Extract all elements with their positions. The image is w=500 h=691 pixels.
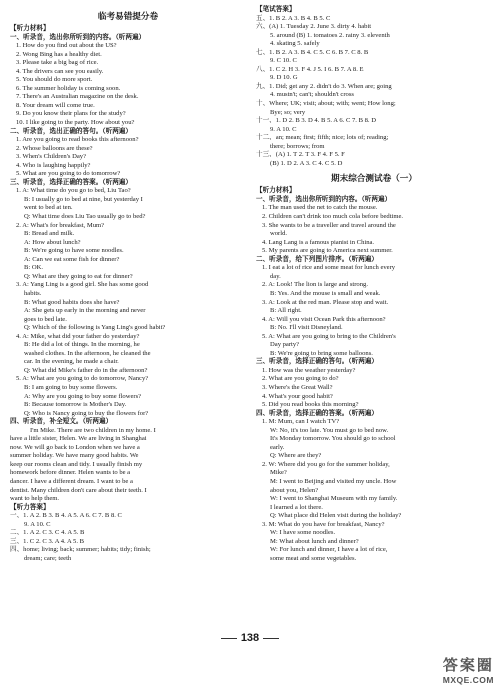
text-line: B: We're going to have some noodles. <box>24 247 124 255</box>
text-line: 一、1. A 2. B 3. B 4. A 5. A 6. C 7. B 8. C <box>10 512 122 520</box>
text-line: 3. When's Children's Day? <box>16 153 87 161</box>
text-line: 1. M: Mum, can I watch TV? <box>262 418 340 426</box>
text-line: 3. Where's the Great Wall? <box>262 383 333 391</box>
section-heading: 四、听录音，补全短文。（听两遍） <box>10 418 113 426</box>
text-line: summer holiday. We have many good habits. We <box>10 452 139 460</box>
section-title: 临考易错提分卷 <box>97 11 159 21</box>
text-line: B: I am going to buy some flowers. <box>24 383 118 391</box>
text-line: 七、1. B 2. A 3. B 4. C 5. C 6. B 7. C 8. B <box>256 48 369 56</box>
page-number: 138 <box>0 632 500 644</box>
watermark-logo <box>443 654 494 685</box>
text-line: 4. Lang Lang is a famous pianist in China. <box>262 238 375 246</box>
text-line: W: For lunch and dinner, I have a lot of rice, <box>270 546 388 554</box>
text-line: 4. The drivers can see you easily. <box>16 67 104 75</box>
text-line: Bye; so; very <box>270 108 306 116</box>
text-line: It's Monday tomorrow. You should go to school <box>270 435 396 443</box>
text-line: A: Can we eat some fish for dinner? <box>24 255 120 263</box>
watermark-logo-text: 答案圈 <box>442 657 494 674</box>
text-line: 4. A: Mike, what did your father do yesterday? <box>16 332 140 340</box>
text-line: dancer. I have a different dream. I want to be a <box>10 477 133 485</box>
text-line: 4. skating 5. safely <box>270 40 320 48</box>
text-line: dream; care; teeth <box>24 554 72 562</box>
text-line: dentist. Many children don't care about their teeth. I <box>10 486 147 494</box>
text-line: 6. The summer holiday is coming soon. <box>16 84 121 92</box>
right-column <box>256 6 492 563</box>
text-line: W: I have some noodles. <box>270 529 336 537</box>
text-line: B: Because tomorrow is Mother's Day. <box>24 401 127 409</box>
text-line: B: Bread and milk. <box>24 230 75 238</box>
text-line: 十、Where; UK; visit; about; with; went; How long; <box>256 100 396 108</box>
text-line: B: I usually go to bed at nine, but yesterday I <box>24 195 143 203</box>
text-line: some meat and some vegetables. <box>270 554 357 562</box>
text-line: 8. Your dream will come true. <box>16 101 95 109</box>
section-heading: 一、听录音，选出你所听到的内容。（听两遍） <box>256 195 392 203</box>
text-line: goes to bed late. <box>24 315 67 323</box>
text-line: 1. How do you find out about the US? <box>16 42 117 50</box>
text-line: Q: What are they going to eat for dinner? <box>24 272 133 280</box>
text-line: have a little sister, Helen. We are living in Shanghai <box>10 435 147 443</box>
text-line: W: No, it's too late. You must go to bed now. <box>270 426 389 434</box>
text-line: 9. A 10. C <box>270 125 297 133</box>
answer-tag: 【听力答案】 <box>10 503 50 511</box>
text-line: I'm Mike. There are two children in my home. I <box>30 426 156 434</box>
text-line: 9. C 10. C <box>270 57 297 65</box>
text-line: I learned a lot there. <box>270 503 323 511</box>
text-line: 9. D 10. G <box>270 74 298 82</box>
text-line: 1. A: What time do you go to bed, Liu Tao? <box>16 187 131 195</box>
text-line: W: I went to Shanghai Museum with my family. <box>270 495 398 503</box>
text-line: 4. A: Will you visit Ocean Park this afternoon? <box>262 315 386 323</box>
text-line: 1. Are you going to read books this afternoon? <box>16 136 139 144</box>
text-line: world. <box>270 230 288 238</box>
answer-tag: 【笔试答案】 <box>256 6 296 13</box>
text-line: 5. around (B) 1. tomatoes 2. rainy 3. eleventh <box>270 31 390 39</box>
text-line: 7. There's an Australian magazine on the desk. <box>16 93 139 101</box>
section-heading: 二、听录音，给下列图片排序。（听两遍） <box>256 255 378 263</box>
section-heading: 三、听录音，选择正确的答案。（听两遍） <box>10 178 132 186</box>
text-line: went to bed at ten. <box>24 204 73 212</box>
text-line: want to help them. <box>10 495 60 503</box>
text-line: washed clothes. In the afternoon, he cleaned the <box>24 349 151 357</box>
text-line: 二、1. A 2. C 3. C 4. A 5. B <box>10 529 85 537</box>
text-line: A: How about lunch? <box>24 238 81 246</box>
text-line: 9. A 10. C <box>24 520 51 528</box>
text-line: A: Why are you going to buy some flowers? <box>24 392 142 400</box>
watermark-url: MXQE.COM <box>442 675 494 685</box>
text-line: now. We will go back to London when we have a <box>10 443 140 451</box>
text-line: 三、1. C 2. C 3. A 4. A 5. B <box>10 537 85 545</box>
left-column <box>10 6 246 563</box>
text-line: 4. Who is laughing happily? <box>16 161 91 169</box>
text-line: 八、1. C 2. H 3. F 4. J 5. I 6. B 7. A 8. E <box>256 65 364 73</box>
text-line: 5. A: What are you going to bring to the Children's <box>262 332 396 340</box>
text-line: Q: Which of the following is Yang Ling's good habit? <box>24 324 166 332</box>
text-line: Q: What did Mike's father do in the afternoon? <box>24 366 148 374</box>
text-line: 五、1. B 2. A 3. B 4. B 5. C <box>256 14 331 22</box>
text-line: 5. Did you read books this morning? <box>262 401 359 409</box>
text-line: 5. My parents are going to America next summer. <box>262 247 393 255</box>
text-line: 2. Children can't drink too much cola before bedtime. <box>262 213 404 221</box>
text-line: Q: Who is Nancy going to buy the flowers for? <box>24 409 149 417</box>
section-heading: 四、听录音，选择正确的答案。（听两遍） <box>256 409 378 417</box>
text-line: 3. She wants to be a traveller and travel around the <box>262 221 396 229</box>
text-line: 2. A: What's for breakfast, Mum? <box>16 221 105 229</box>
section-heading: 一、听录音，选出你所听到的内容。（听两遍） <box>10 33 146 41</box>
section-title: 期末综合测试卷（一） <box>331 173 417 184</box>
text-line: 2. What are you going to do? <box>262 375 339 383</box>
text-line: B: All right. <box>270 307 302 315</box>
text-line: 1. How was the weather yesterday? <box>262 366 356 374</box>
text-line: 5. A: What are you going to do tomorrow, Nancy? <box>16 375 149 383</box>
text-line: early. <box>270 443 285 451</box>
text-line: 5. What are you going to do tomorrow? <box>16 170 121 178</box>
text-line: B: OK. <box>24 264 44 272</box>
text-line: 2. Whose balloons are these? <box>16 144 93 152</box>
text-line: Day party? <box>270 341 300 349</box>
text-line: M: What about lunch and dinner? <box>270 537 359 545</box>
section-heading: 二、听录音，选出正确的答句。（听两遍） <box>10 127 132 135</box>
text-line: 4. What's your good habit? <box>262 392 333 400</box>
text-line: 3. A: Yang Ling is a good girl. She has some good <box>16 281 149 289</box>
text-line: there; borrows; from <box>270 142 325 150</box>
text-line: 2. A: Look! The lion is large and strong. <box>262 281 368 289</box>
text-line: 3. A: Look at the red man. Please stop and wait. <box>262 298 389 306</box>
text-line: Q: Where are they? <box>270 452 322 460</box>
text-line: 2. Wong Bing has a healthy diet. <box>16 50 102 58</box>
text-line: B: Yes. And the mouse is small and weak. <box>270 289 381 297</box>
text-line: 四、home; living; back; summer; habits; tidy; finish; <box>10 546 151 554</box>
text-line: 1. The man used the net to catch the mouse. <box>262 204 378 212</box>
text-line: 5. You should do more sport. <box>16 76 93 84</box>
section-heading: 三、听录音，选择正确的答句。（听两遍） <box>256 358 378 366</box>
text-line: car. In the evening, he made a chair. <box>24 358 119 366</box>
text-line: 4. mustn't; can't; shouldn't cross <box>270 91 354 99</box>
text-line: homework before dinner. Helen wants to be a <box>10 469 131 477</box>
text-line: Mike? <box>270 469 287 477</box>
text-line: Q: What time does Liu Tao usually go to bed? <box>24 213 146 221</box>
text-line: day. <box>270 272 281 280</box>
text-line: about you, Helen? <box>270 486 319 494</box>
text-line: B: No. I'll visit Disneyland. <box>270 324 343 332</box>
text-line: 六、(A) 1. Tuesday 2. June 3. dirty 4. habit <box>256 23 372 31</box>
answer-tag: 【听力材料】 <box>256 187 296 195</box>
answer-tag: 【听力材料】 <box>10 25 50 32</box>
text-line: A: She gets up early in the morning and never <box>24 307 146 315</box>
text-line: 十一、1. D 2. B 3. D 4. B 5. A 6. C 7. B 8. D <box>256 117 376 125</box>
text-line: 2. W: Where did you go for the summer holiday, <box>262 460 390 468</box>
text-line: M: I went to Beijing and visited my uncle. How <box>270 477 397 485</box>
text-line: habits. <box>24 289 42 297</box>
text-line: 十三、(A) 1. T 2. T 3. F 4. F 5. F <box>256 151 345 159</box>
text-line: 9. Do you know their plans for the study? <box>16 110 126 118</box>
text-line: 3. Please take a big bag of rice. <box>16 59 99 67</box>
text-line: B: We're going to bring some balloons. <box>270 349 373 357</box>
text-line: keep our rooms clean and tidy. I usually finish my <box>10 460 143 468</box>
text-line: B: He did a lot of things. In the morning, he <box>24 341 140 349</box>
text-line: 1. I eat a lot of rice and some meat for lunch every <box>262 264 396 272</box>
text-line: 十二、an; mean; first; fifth; nice; lots of; reading; <box>256 134 389 142</box>
text-line: 九、1. Did; get any 2. didn't do 3. When are; going <box>256 82 392 90</box>
text-line: 3. M: What do you have for breakfast, Nancy? <box>262 520 385 528</box>
text-line: Q: What place did Helen visit during the holiday? <box>270 512 402 520</box>
text-line: 10. I like going to the party. How about you? <box>16 119 135 127</box>
text-line: B: What good habits does she have? <box>24 298 120 306</box>
text-line: (B) 1. D 2. A 3. C 4. C 5. D <box>270 159 343 167</box>
